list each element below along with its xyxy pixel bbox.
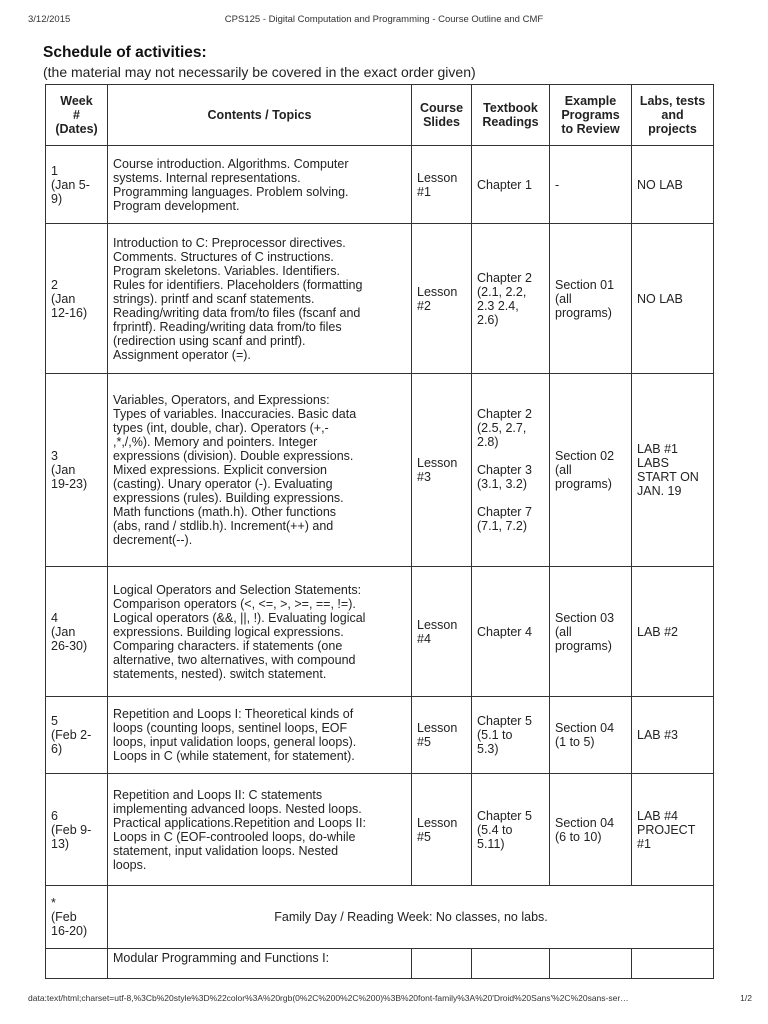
readings-line: 2.6) (477, 312, 499, 327)
topics-line: Program skeletons. Variables. Identifiers. (113, 263, 340, 278)
readings-line: Chapter 4 (477, 624, 532, 639)
labs-line: LAB #1 (637, 442, 679, 456)
topics-line: Comparing characters. if statements (one (113, 638, 343, 653)
topics-line: types (int, double, char). Operators (+,- (113, 421, 329, 435)
week-line: 12-16) (51, 305, 88, 320)
topics-line: Loops in C (EOF-controoled loops, do-while (113, 829, 356, 844)
topics-line: Assignment operator (=). (113, 347, 251, 362)
header-readings (472, 85, 550, 146)
slides-cell (412, 146, 472, 224)
print-footer (0, 993, 768, 1007)
topics-cell (108, 146, 412, 224)
labs-cell (632, 949, 714, 979)
header-line: Example (564, 94, 617, 108)
readings-line: Chapter 1 (477, 177, 532, 192)
topics-line: (redirection using scanf and printf). (113, 333, 306, 348)
week-cell (46, 146, 108, 224)
topics-line: frprintf). Reading/writing data from/to files (113, 319, 342, 334)
header-slides (412, 85, 472, 146)
header-line: Readings (482, 115, 539, 129)
table-row (46, 567, 714, 697)
header-programs (550, 85, 632, 146)
topics-line: expressions (rules). Building expressions. (113, 491, 344, 505)
topics-line: loops. (113, 857, 147, 872)
topics-line: (casting). Unary operator (-). Evaluating (113, 477, 333, 491)
print-title: CPS125 - Digital Computation and Programming - Course Outline and CMF (224, 14, 544, 25)
readings-line: Chapter 7 (477, 505, 532, 519)
readings-line: (2.1, 2.2, (477, 284, 527, 299)
labs-cell (632, 146, 714, 224)
slides-line: Lesson (417, 617, 458, 632)
slides-cell (412, 949, 472, 979)
header-line: and (661, 108, 684, 122)
header-line: Slides (423, 115, 460, 129)
week-line: (Jan (51, 291, 76, 306)
week-line: (Feb 9- (51, 822, 92, 837)
week-cell (46, 567, 108, 697)
topics-line: Course introduction. Algorithms. Computer (113, 156, 349, 171)
readings-line: (5.4 to (477, 822, 513, 837)
programs-cell (550, 146, 632, 224)
programs-cell (550, 224, 632, 374)
topics-cell (108, 949, 412, 979)
programs-line: Section 03 (555, 610, 615, 625)
readings-line: (5.1 to (477, 728, 513, 742)
topics-line: Program development. (113, 198, 240, 213)
topics-line: Comments. Structures of C instructions. (113, 249, 334, 264)
week-line: 26-30) (51, 638, 88, 653)
week-cell (46, 224, 108, 374)
readings-line: (7.1, 7.2) (477, 519, 528, 533)
header-line: Labs, tests (639, 94, 706, 108)
header-line: (Dates) (55, 122, 98, 136)
programs-cell (550, 374, 632, 567)
topics-line: Logical Operators and Selection Statements: (113, 582, 362, 597)
programs-line: (6 to 10) (555, 829, 602, 844)
topics-line: Variables, Operators, and Expressions: (113, 393, 330, 407)
labs-line: NO LAB (637, 177, 683, 192)
week-line: 13) (51, 836, 70, 851)
programs-line: - (555, 177, 560, 192)
topics-line: Loops in C (while statement, for statement). (113, 749, 355, 763)
topics-line: Logical operators (&&, ||, !). Evaluating logical (113, 610, 366, 625)
topics-line: Practical applications.Repetition and Loops II: (113, 815, 366, 830)
week-line: 1 (51, 163, 58, 178)
programs-cell (550, 774, 632, 886)
readings-cell (472, 949, 550, 979)
topics-line: implementing advanced loops. Nested loops. (113, 801, 362, 816)
header-line: Week (60, 94, 93, 108)
week-line: 19-23) (51, 477, 88, 491)
schedule-table-header (46, 85, 714, 146)
topics-cell (108, 697, 412, 774)
section-title: Schedule of activities: (43, 44, 207, 61)
programs-line: Section 04 (555, 721, 615, 735)
slides-line: #5 (417, 829, 431, 844)
readings-cell (472, 774, 550, 886)
break-text-cell: Family Day / Reading Week: No classes, no labs. (108, 886, 714, 949)
slides-line: #5 (417, 735, 431, 749)
readings-line: 2.3 2.4, (477, 298, 519, 313)
programs-line: (1 to 5) (555, 735, 595, 749)
week-line: (Feb 2- (51, 728, 92, 742)
labs-cell (632, 567, 714, 697)
table-row (46, 224, 714, 374)
topics-line: Comparison operators (<, <=, >, >=, ==, !=). (113, 596, 356, 611)
labs-line: LAB #4 (637, 808, 679, 823)
topics-line: Mixed expressions. Explicit conversion (113, 463, 327, 477)
topics-line: Math functions (math.h). Other functions (113, 505, 337, 519)
topics-line: Repetition and Loops I: Theoretical kinds of (113, 707, 354, 721)
schedule-table (45, 84, 714, 979)
programs-line: (all (555, 624, 572, 639)
labs-line: LABS (637, 456, 669, 470)
week-line: 6 (51, 808, 58, 823)
slides-line: #1 (417, 184, 431, 199)
table-row-break (46, 886, 714, 949)
topics-line: statements, nested). switch statement. (113, 666, 327, 681)
week-line: (Jan 5- (51, 177, 90, 192)
topics-line: loops (counting loops, sentinel loops, EOF (113, 721, 348, 735)
slides-line: Lesson (417, 815, 458, 830)
readings-line: 2.8) (477, 435, 499, 449)
section-subtitle: (the material may not necessarily be covered in the exact order given) (43, 64, 476, 80)
table-row-partial (46, 949, 714, 979)
week-line: 9) (51, 191, 63, 206)
topics-line: alternative, two alternatives, with compound (113, 652, 356, 667)
readings-line: 5.3) (477, 742, 499, 756)
programs-line: (all (555, 463, 572, 477)
print-date: 3/12/2015 (28, 14, 71, 25)
readings-cell (472, 146, 550, 224)
slides-cell (412, 224, 472, 374)
slides-line: Lesson (417, 456, 458, 470)
topics-cell (108, 567, 412, 697)
labs-cell (632, 224, 714, 374)
readings-line: Chapter 3 (477, 463, 532, 477)
topics-line: strings). printf and scanf statements. (113, 291, 315, 306)
week-line: 4 (51, 610, 58, 625)
labs-line: #1 (637, 836, 651, 851)
readings-line: Chapter 2 (477, 407, 532, 421)
programs-line: programs) (555, 638, 612, 653)
programs-cell (550, 567, 632, 697)
week-line: 5 (51, 714, 58, 728)
week-line: 6) (51, 742, 63, 756)
labs-line: LAB #3 (637, 728, 679, 742)
week-cell (46, 697, 108, 774)
topics-line: Modular Programming and Functions I: (113, 951, 330, 965)
slides-cell (412, 374, 472, 567)
week-line: (Jan (51, 624, 76, 639)
programs-line: programs) (555, 477, 612, 491)
topics-line: Rules for identifiers. Placeholders (formatting (113, 277, 363, 292)
slides-line: #3 (417, 470, 431, 484)
topics-line: Reading/writing data from/to files (fscanf and (113, 305, 361, 320)
readings-cell (472, 697, 550, 774)
programs-line: (all (555, 291, 572, 306)
labs-line: LAB #2 (637, 624, 679, 639)
topics-line: expressions (division). Double expressions. (113, 449, 354, 463)
topics-cell (108, 224, 412, 374)
week-line: (Jan (51, 463, 76, 477)
labs-line: NO LAB (637, 291, 683, 306)
readings-cell (472, 224, 550, 374)
week-line: * (51, 896, 56, 910)
programs-cell (550, 697, 632, 774)
week-line: 2 (51, 277, 58, 292)
readings-line: (2.5, 2.7, (477, 421, 527, 435)
programs-line: Section 02 (555, 449, 615, 463)
header-line: projects (648, 122, 697, 136)
table-row (46, 774, 714, 886)
readings-line: Chapter 5 (477, 808, 532, 823)
labs-cell (632, 774, 714, 886)
header-labs (632, 85, 714, 146)
header-line: Contents / Topics (207, 108, 312, 122)
print-url: data:text/html;charset=utf-8,%3Cb%20style%3D%22color%3A%20rgb(0%2C%200%2C%200)%3B%20font-family%3A%20'Droid%20Sans'%2C%20sans-ser… (28, 993, 629, 1003)
header-line: Course (419, 101, 464, 115)
topics-line: Programming languages. Problem solving. (113, 184, 349, 199)
topics-line: ,*,/,%). Memory and pointers. Integer (113, 435, 318, 449)
slides-line: Lesson (417, 284, 458, 299)
print-header (0, 14, 768, 28)
slides-line: #2 (417, 298, 431, 313)
programs-line: Section 04 (555, 815, 615, 830)
header-line: Textbook (483, 101, 538, 115)
header-week (46, 85, 108, 146)
table-row (46, 374, 714, 567)
readings-line: Chapter 2 (477, 270, 532, 285)
readings-line: (3.1, 3.2) (477, 477, 528, 491)
week-line: 3 (51, 449, 58, 463)
labs-cell (632, 374, 714, 567)
topics-line: Repetition and Loops II: C statements (113, 787, 323, 802)
topics-line: decrement(--). (113, 533, 193, 547)
topics-line: expressions. Building logical expressions. (113, 624, 344, 639)
programs-cell (550, 949, 632, 979)
print-page-number: 1/2 (740, 993, 752, 1003)
readings-cell (472, 374, 550, 567)
week-line: 16-20) (51, 924, 88, 938)
readings-cell (472, 567, 550, 697)
labs-line: PROJECT (637, 822, 696, 837)
slides-line: Lesson (417, 170, 458, 185)
week-cell (46, 949, 108, 979)
slides-line: #4 (417, 631, 431, 646)
topics-line: loops, input validation loops, general loops). (113, 735, 357, 749)
week-cell (46, 886, 108, 949)
topics-line: Types of variables. Inaccuracies. Basic data (113, 407, 357, 421)
slides-cell (412, 567, 472, 697)
readings-line: 5.11) (477, 836, 505, 851)
table-row (46, 697, 714, 774)
header-topics (108, 85, 412, 146)
topics-line: statement, input validation loops. Nested (113, 843, 339, 858)
slides-cell (412, 774, 472, 886)
readings-line: Chapter 5 (477, 714, 532, 728)
topics-cell (108, 774, 412, 886)
topics-line: (abs, rand / stdlib.h). Increment(++) and (113, 519, 334, 533)
header-line: Programs (561, 108, 620, 122)
week-line: (Feb (51, 910, 77, 924)
table-row (46, 146, 714, 224)
labs-line: START ON (637, 470, 699, 484)
topics-cell (108, 374, 412, 567)
week-cell (46, 374, 108, 567)
header-line: to Review (561, 122, 620, 136)
programs-line: programs) (555, 305, 612, 320)
slides-line: Lesson (417, 721, 458, 735)
week-cell (46, 774, 108, 886)
header-line: # (73, 108, 80, 122)
labs-line: JAN. 19 (637, 484, 682, 498)
slides-cell (412, 697, 472, 774)
labs-cell (632, 697, 714, 774)
topics-line: Introduction to C: Preprocessor directives. (113, 235, 346, 250)
programs-line: Section 01 (555, 277, 615, 292)
topics-line: systems. Internal representations. (113, 170, 301, 185)
